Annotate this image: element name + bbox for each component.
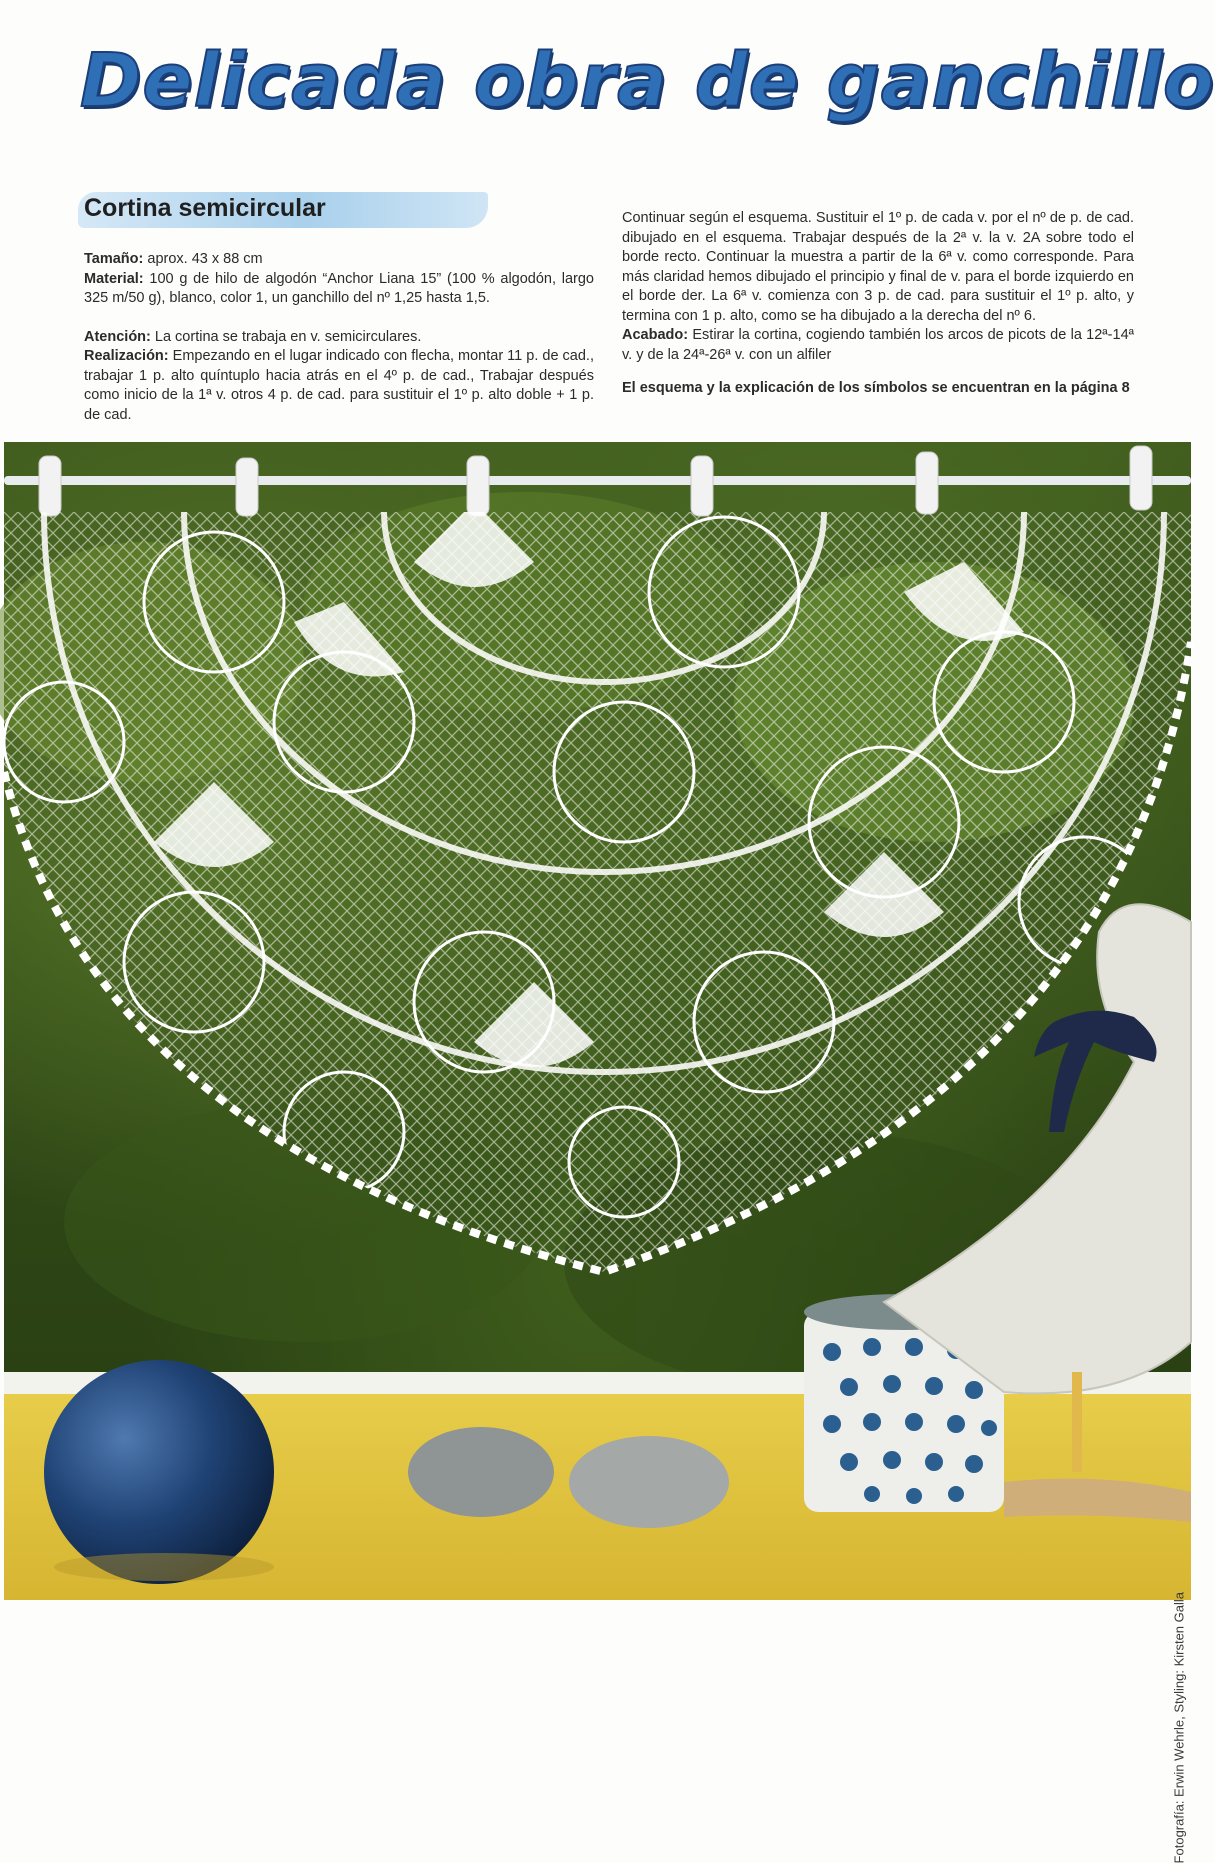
goose-stand-post [1072, 1372, 1082, 1472]
size-text: aprox. 43 x 88 cm [143, 251, 263, 267]
instructions-right-column [622, 209, 1134, 399]
curtain-photo [4, 442, 1191, 1863]
section-header [78, 188, 488, 232]
attention-label: Atención: [84, 328, 151, 345]
material-paragraph [84, 270, 594, 309]
finish-label: Acabado: [622, 327, 689, 343]
scheme-reference-note: El esquema y la explicación de los símbolos se encuentran en la página 8 [622, 380, 1130, 396]
realization-paragraph [84, 347, 594, 425]
finish-text: Estirar la cortina, cogiendo también los arcos de picots de la 12ª-14ª v. y de la 24ª-26ª v. con un alfiler [622, 327, 1134, 363]
paragraph-gap [84, 309, 594, 328]
grey-stone-right [569, 1436, 729, 1528]
material-label: Material: [84, 270, 144, 287]
attention-text: La cortina se trabaja en v. semicirculares. [150, 328, 422, 345]
material-text: 100 g de hilo de algodón “Anchor Liana 15” (100 % algodón, largo 325 m/50 g), blanco, color 1, un ganchillo del nº 1,25 hasta 1,5. [84, 270, 594, 306]
curtain-rod [4, 476, 1191, 485]
photo-credit: Fotografía: Erwin Wehrle, Styling: Kirsten Galla [1171, 1592, 1186, 1863]
continue-paragraph: Continuar según el esquema. Sustituir el 1º p. de cada v. por el nº de p. de cad. dibujado en el esquema. Trabajar después de la 2ª v. la v. 2A sobre todo el borde recto. Continuar la muestra a partir de la 6ª v. como corresponde. Para más claridad hemos dibujado el principio y final de v. para el borde izquierdo en el borde der. La 6ª v. comienza con 3 p. de cad. para sustituir el 1º p. alto, y termina con 1 p. alto, como se ha dibujado a la derecha del nº 6. [622, 210, 1134, 324]
attention-paragraph [84, 328, 594, 348]
curtain-photo-illustration [4, 442, 1191, 1600]
size-label: Tamaño: [84, 251, 144, 267]
section-title: Cortina semicircular [84, 194, 326, 222]
realization-label: Realización: [84, 348, 169, 364]
finish-paragraph [622, 326, 1134, 365]
blue-ceramic-ball [44, 1360, 274, 1584]
grey-stone-left [408, 1427, 554, 1517]
ball-shadow [54, 1553, 274, 1581]
instructions-left-column [84, 250, 594, 425]
size-paragraph [84, 250, 594, 270]
page-title: Delicada obra de ganchillo [80, 38, 1215, 124]
realization-text: Empezando en el lugar indicado con flecha, montar 11 p. de cad., trabajar 1 p. alto quíntuplo hacia atrás en el 4º p. de cad., Trabajar después como inicio de la 1ª v. otros 4 p. de cad. para sustituir el 1º p. alto doble + 1 p. de cad. [84, 348, 594, 423]
